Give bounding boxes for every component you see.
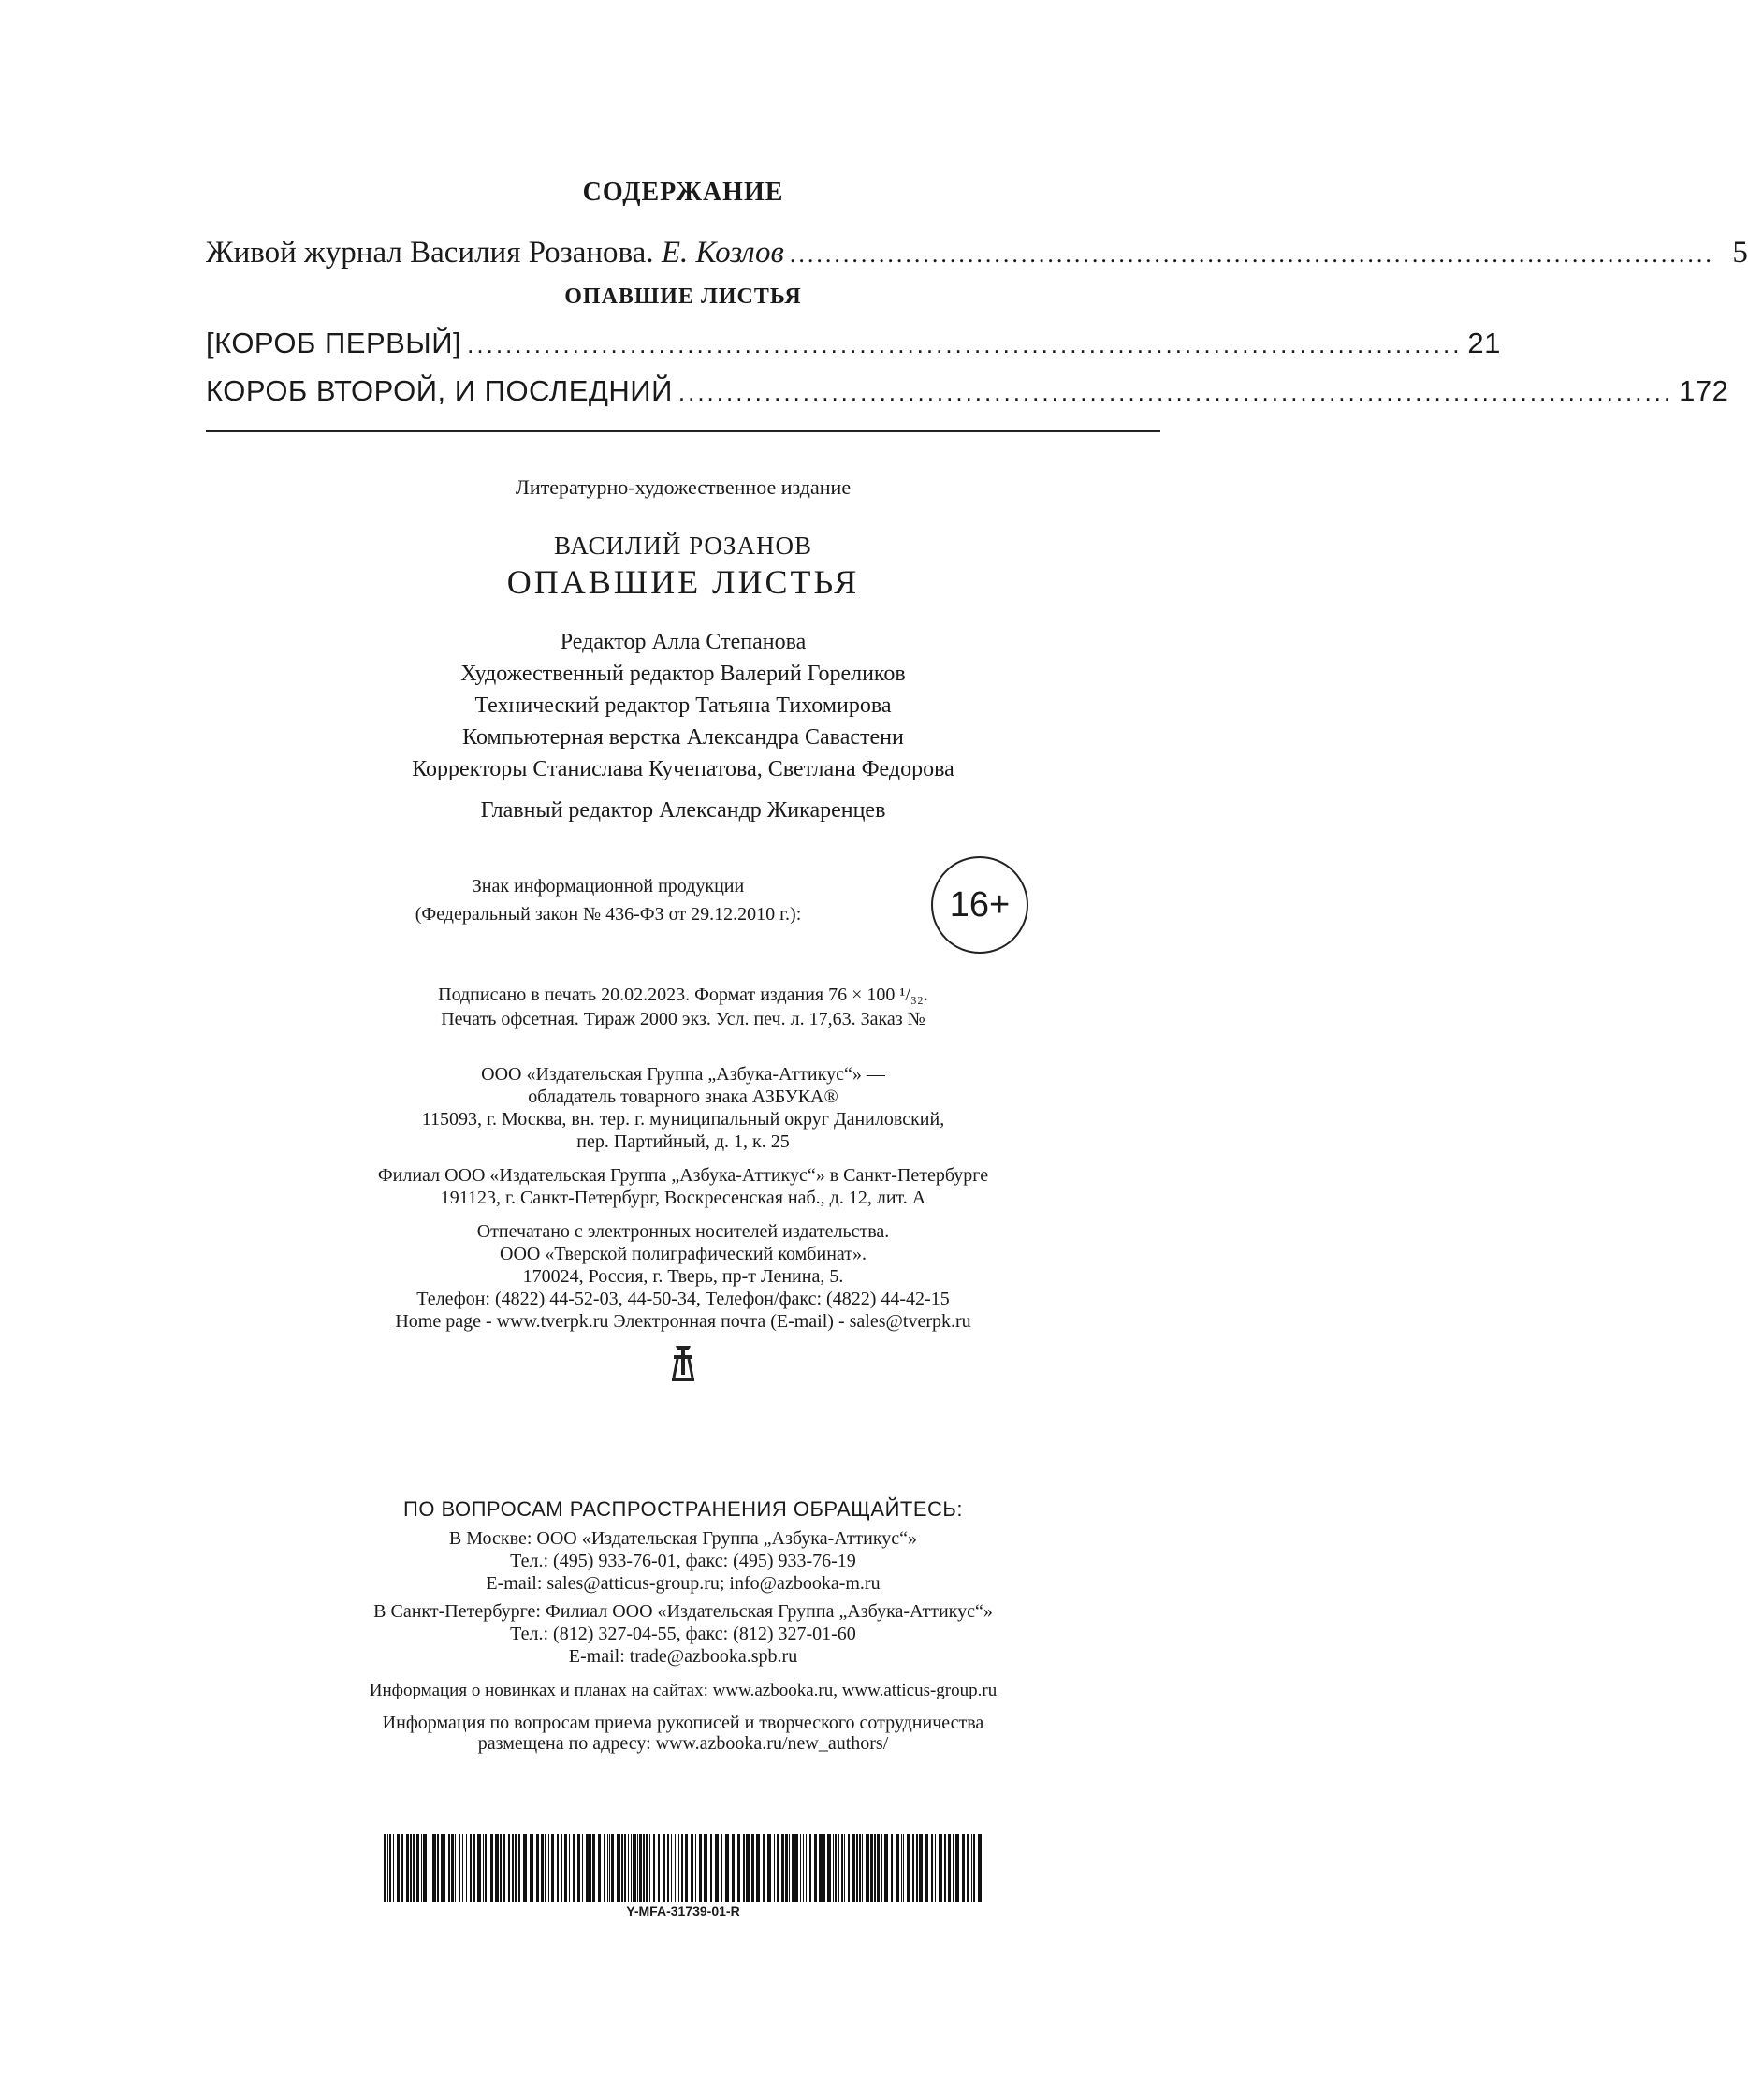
age-rating-badge: 16+	[931, 856, 1028, 954]
divider	[206, 430, 1160, 432]
credit-line: Компьютерная верстка Александра Савастени	[462, 725, 904, 750]
imprint	[140, 468, 1226, 1392]
chief-editor: Главный редактор Александр Жикаренцев	[480, 798, 886, 823]
sites-info: Информация о новинках и планах на сайтах: www.azbooka.ru, www.atticus-group.ru	[369, 1681, 998, 1700]
toc-leader-dots: ........................................................................................................	[789, 241, 1714, 268]
toc-section-title: ОПАВШИЕ ЛИСТЬЯ	[564, 284, 802, 309]
moscow-contacts: В Москве: ООО «Издательская Группа „Азбука-Аттикус“» Тел.: (495) 933-76-01, факс: (495) 933-76-19 E-mail: sales@atticus-group.ru; info@azbooka-m.ru	[448, 1528, 918, 1594]
toc-entry-title: Живой журнал Василия Розанова.	[206, 236, 662, 270]
credit-line: Технический редактор Татьяна Тихомирова	[474, 693, 892, 718]
toc-entry-page: 21	[1467, 327, 1501, 359]
toc-entry	[206, 372, 1729, 411]
toc-entry-page: 5	[1732, 236, 1748, 270]
age-rating-block	[140, 852, 1226, 955]
distribution-heading: ПО ВОПРОСАМ РАСПРОСТРАНЕНИЯ ОБРАЩАЙТЕСЬ:	[403, 1497, 963, 1521]
toc-entry-page: 172	[1679, 374, 1729, 407]
credit-line: Корректоры Станислава Кучепатова, Светлана Федорова	[412, 757, 954, 781]
credit-line: Художественный редактор Валерий Гореликов	[460, 662, 906, 686]
credits	[140, 626, 1226, 785]
credit-line: Редактор Алла Степанова	[560, 630, 807, 654]
toc-leader-dots: ........................................................................................................	[677, 378, 1674, 406]
toc-entry-author: Е. Козлов	[661, 236, 784, 270]
book-title: ОПАВШИЕ ЛИСТЬЯ	[506, 563, 860, 601]
publisher-info: ООО «Издательская Группа „Азбука-Аттикус“» — обладатель товарного знака АЗБУКА® 115093, г. Москва, вн. тер. г. муниципальный округ Даниловский, пер. Партийный, д. 1, к. 25	[421, 1064, 945, 1152]
branch-info: Филиал ООО «Издательская Группа „Азбука-Аттикус“» в Санкт-Петербурге 191123, г. Санкт-Петербург, Воскресенская наб., д. 12, лит. А	[377, 1165, 989, 1208]
barcode-label: Y-MFA-31739-01-R	[626, 1903, 740, 1918]
toc-leader-dots: ........................................................................................................	[467, 330, 1463, 358]
toc-entry-title: [КОРОБ ПЕРВЫЙ]	[206, 327, 462, 359]
manuscripts-info: Информация по вопросам приема рукописей и творческого сотрудничества размещена по адресу: www.azbooka.ru/new_authors/	[382, 1713, 984, 1754]
toc-entry-title: КОРОБ ВТОРОЙ, И ПОСЛЕДНИЙ	[206, 374, 673, 407]
barcode	[384, 1834, 983, 1902]
toc-title: СОДЕРЖАНИЕ	[582, 178, 784, 207]
age-rating-note: Знак информационной продукции (Федеральный закон № 436-ФЗ от 29.12.2010 г.):	[415, 876, 802, 925]
spb-contacts: В Санкт-Петербурге: Филиал ООО «Издательская Группа „Азбука-Аттикус“» Тел.: (812) 327-04-55, факс: (812) 327-01-60 E-mail: trade@azbooka.spb.ru	[373, 1601, 993, 1667]
toc-entry	[206, 234, 1748, 273]
print-specs: Подписано в печать 20.02.2023. Формат издания 76 × 100 ¹/₃₂. Печать офсетная. Тираж 2000 экз. Усл. печ. л. 17,63. Заказ №	[438, 984, 928, 1029]
book-author: ВАСИЛИЙ РОЗАНОВ	[554, 532, 812, 560]
distribution-info	[140, 1497, 1226, 1754]
edition-type: Литературно-художественное издание	[515, 475, 852, 499]
toc-entry	[206, 325, 1501, 363]
printer-info: Отпечатано с электронных носителей издательства. ООО «Тверской полиграфический комбинат». 170024, Россия, г. Тверь, пр-т Ленина, 5. Телефон: (4822) 44-52-03, 44-50-34, Телефон/факс: (4822) 44-42-15 Home page - www.tverpk.ru Электронная почта (E-mail) - sales@tverpk.ru	[395, 1221, 971, 1332]
printer-logo-icon	[664, 1340, 702, 1387]
table-of-contents	[206, 178, 1748, 420]
